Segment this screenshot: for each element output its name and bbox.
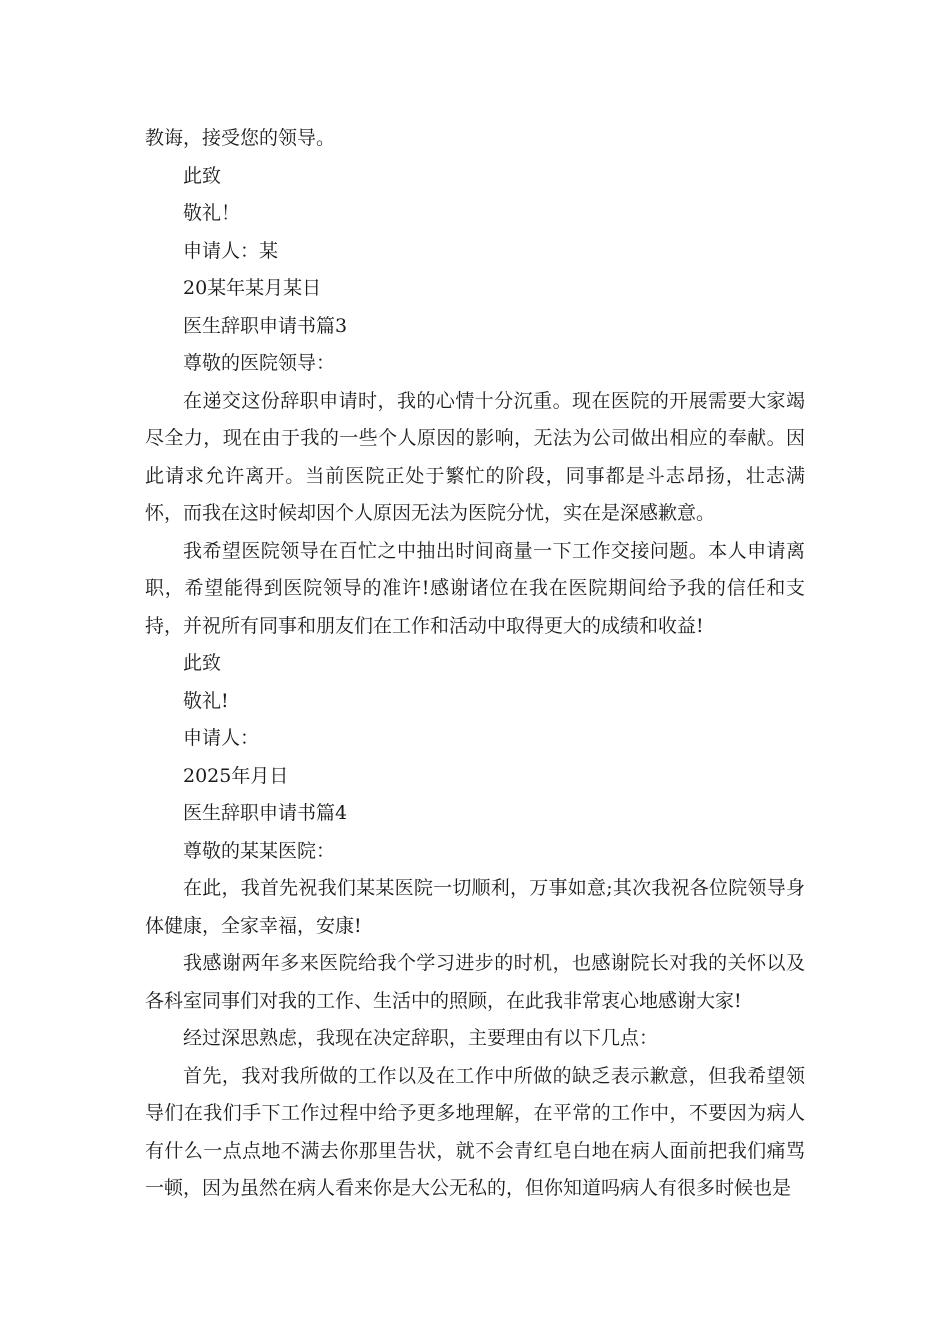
date-line: 20某年某月某日	[183, 277, 322, 299]
closing-line: 此致	[183, 652, 222, 674]
body-paragraph: 在递交这份辞职申请时，我的心情十分沉重。现在医院的开展需要大家竭尽全力，现在由于我的一些个人原因的影响，无法为公司做出相应的奉献。因此请求允许离开。当前医院正处于繁忙的阶段，同事都是斗志昂扬，壮志满怀，而我在这时候却因个人原因无法为医院分忧，实在是深感歉意。	[145, 389, 805, 524]
body-paragraph: 首先，我对我所做的工作以及在工作中所做的缺乏表示歉意，但我希望领导们在我们手下工作过程中给予更多地理解，在平常的工作中，不要因为病人有什么一点点地不满去你那里告状，就不会青红皂白地在病人面前把我们痛骂一顿，因为虽然在病人看来你是大公无私的，但你知道吗病人有很多时候也是	[145, 1064, 805, 1199]
body-paragraph: 在此，我首先祝我们某某医院一切顺利，万事如意;其次我祝各位院领导身体健康，全家幸福，安康!	[145, 877, 805, 937]
date-line: 2025年月日	[183, 764, 289, 787]
salutation-line: 尊敬的某某医院：	[183, 839, 336, 862]
salute-line: 敬礼!	[183, 689, 229, 712]
section-heading: 医生辞职申请书篇3	[183, 314, 348, 337]
closing-line: 此致	[183, 164, 222, 187]
salute-line: 敬礼！	[183, 202, 241, 224]
text-line: 教诲，接受您的领导。	[145, 127, 336, 149]
text-line: 经过深思熟虑，我现在决定辞职，主要理由有以下几点：	[183, 1027, 659, 1049]
body-paragraph: 我感谢两年多来医院给我个学习进步的时机，也感谢院长对我的关怀以及各科室同事们对我的工作、生活中的照顾，在此我非常衷心地感谢大家!	[145, 952, 805, 1012]
applicant-line: 申请人：某	[183, 239, 279, 262]
section-heading: 医生辞职申请书篇4	[183, 802, 348, 824]
salutation-line: 尊敬的医院领导：	[183, 352, 336, 374]
body-paragraph: 我希望医院领导在百忙之中抽出时间商量一下工作交接问题。本人申请离职，希望能得到医院领导的准许!感谢诸位在我在医院期间给予我的信任和支持，并祝所有同事和朋友们在工作和活动中取得更大的成绩和收益!	[145, 539, 805, 637]
applicant-line: 申请人：	[183, 727, 260, 749]
document-page	[145, 120, 805, 1208]
